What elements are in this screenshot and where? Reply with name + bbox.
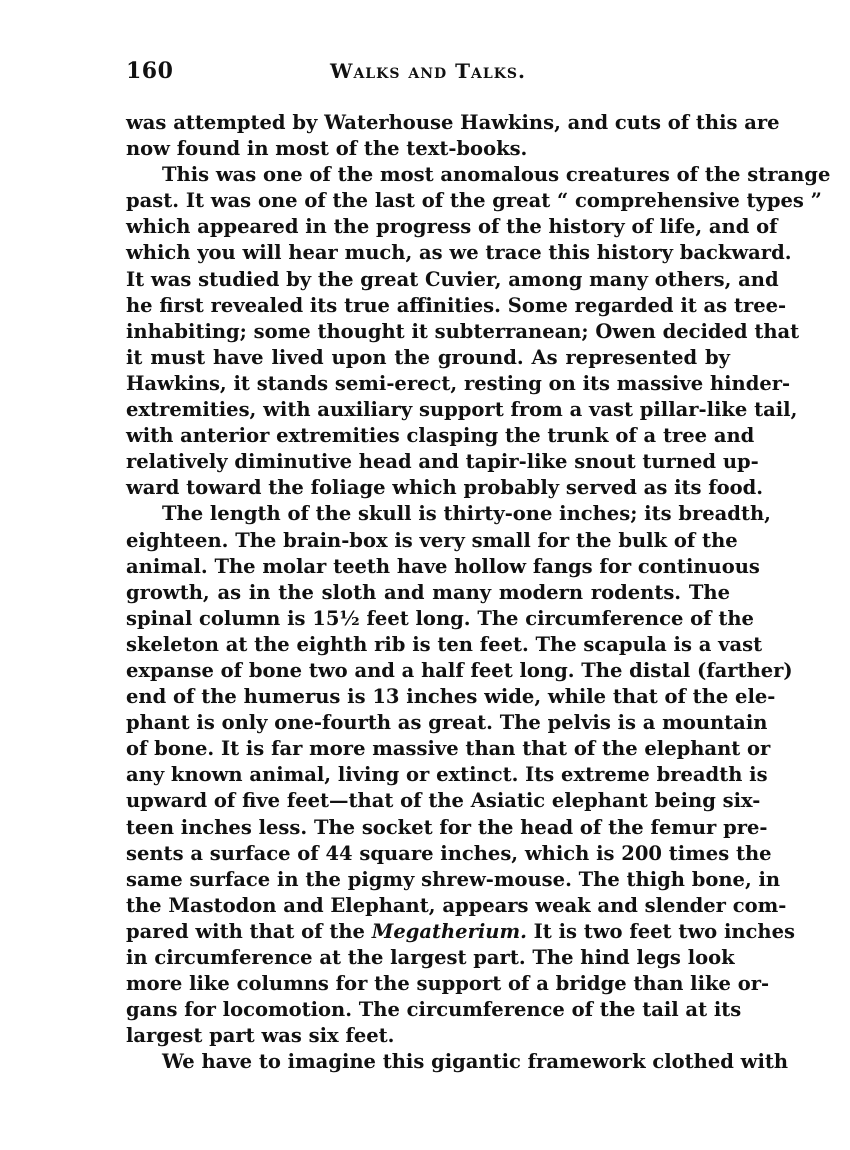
text-line: The length of the skull is thirty-one inches; its breadth,: [162, 502, 771, 526]
text-line: We have to imagine this gigantic framework clothed with: [162, 1050, 789, 1074]
text-line: now found in most of the text-books.: [126, 137, 528, 161]
text-line: of bone. It is far more massive than that of the elephant or: [126, 737, 771, 761]
text-line: upward of five feet—that of the Asiatic elephant being six-: [126, 789, 761, 813]
text-line: It was studied by the great Cuvier, among many others, and: [126, 267, 779, 291]
text-line: extremities, with auxiliary support from a vast pillar-like tail,: [126, 398, 798, 422]
text-line: the Mastodon and Elephant, appears weak and slender com-: [126, 893, 787, 917]
text-line-with-italic: [126, 919, 795, 945]
text-line: This was one of the most anomalous creatures of the strange: [162, 163, 831, 187]
text-line: inhabiting; some thought it subterranean; Owen decided that: [126, 319, 800, 343]
text-line: expanse of bone two and a half feet long. The distal (farther): [126, 658, 793, 682]
text-line: skeleton at the eighth rib is ten feet. The scapula is a vast: [126, 632, 763, 656]
text-segment: It is two feet two inches: [533, 919, 795, 943]
text-line: with anterior extremities clasping the trunk of a tree and: [126, 424, 755, 448]
text-line: more like columns for the support of a bridge than like or-: [126, 972, 770, 996]
text-line: Hawkins, it stands semi-erect, resting on its massive hinder-: [126, 371, 791, 395]
italic-term: Megatherium.: [371, 919, 527, 943]
page-number: 160: [126, 58, 174, 84]
text-line: eighteen. The brain-box is very small for the bulk of the: [126, 528, 738, 552]
text-line: same surface in the pigmy shrew-mouse. The thigh bone, in: [126, 867, 781, 891]
text-line: growth, as in the sloth and many modern rodents. The: [126, 580, 730, 604]
text-line: in circumference at the largest part. The hind legs look: [126, 946, 735, 969]
text-line: which appeared in the progress of the history of life, and of: [126, 215, 778, 239]
text-line: animal. The molar teeth have hollow fangs for continuous: [126, 554, 760, 578]
text-line: relatively diminutive head and tapir-like snout turned up-: [126, 450, 759, 474]
text-line: it must have lived upon the ground. As represented by: [126, 345, 730, 369]
text-line: end of the humerus is 13 inches wide, while that of the ele-: [126, 685, 776, 709]
text-line: gans for locomotion. The circumference of the tail at its: [126, 998, 742, 1022]
running-head: Walks and Talks.: [329, 59, 526, 83]
text-line: past. It was one of the last of the great “ comprehensive types ”: [126, 189, 822, 213]
text-line: spinal column is 15½ feet long. The circumference of the: [126, 606, 754, 630]
text-line: ward toward the foliage which probably served as its food.: [126, 476, 764, 500]
text-line: he first revealed its true affinities. Some regarded it as tree-: [126, 293, 787, 317]
text-line: any known animal, living or extinct. Its extreme breadth is: [126, 763, 768, 787]
text-line: which you will hear much, as we trace this history backward.: [126, 241, 792, 265]
text-line: sents a surface of 44 square inches, which is 200 times the: [126, 841, 772, 865]
text-segment: pared with that of the: [126, 919, 365, 943]
body-text: [126, 110, 831, 1075]
page-header: [126, 58, 730, 88]
text-line: largest part was six feet.: [126, 1024, 395, 1048]
text-line: teen inches less. The socket for the head of the femur pre-: [126, 815, 768, 839]
text-line: was attempted by Waterhouse Hawkins, and cuts of this are: [126, 111, 780, 134]
text-line: phant is only one-fourth as great. The pelvis is a mountain: [126, 711, 768, 735]
